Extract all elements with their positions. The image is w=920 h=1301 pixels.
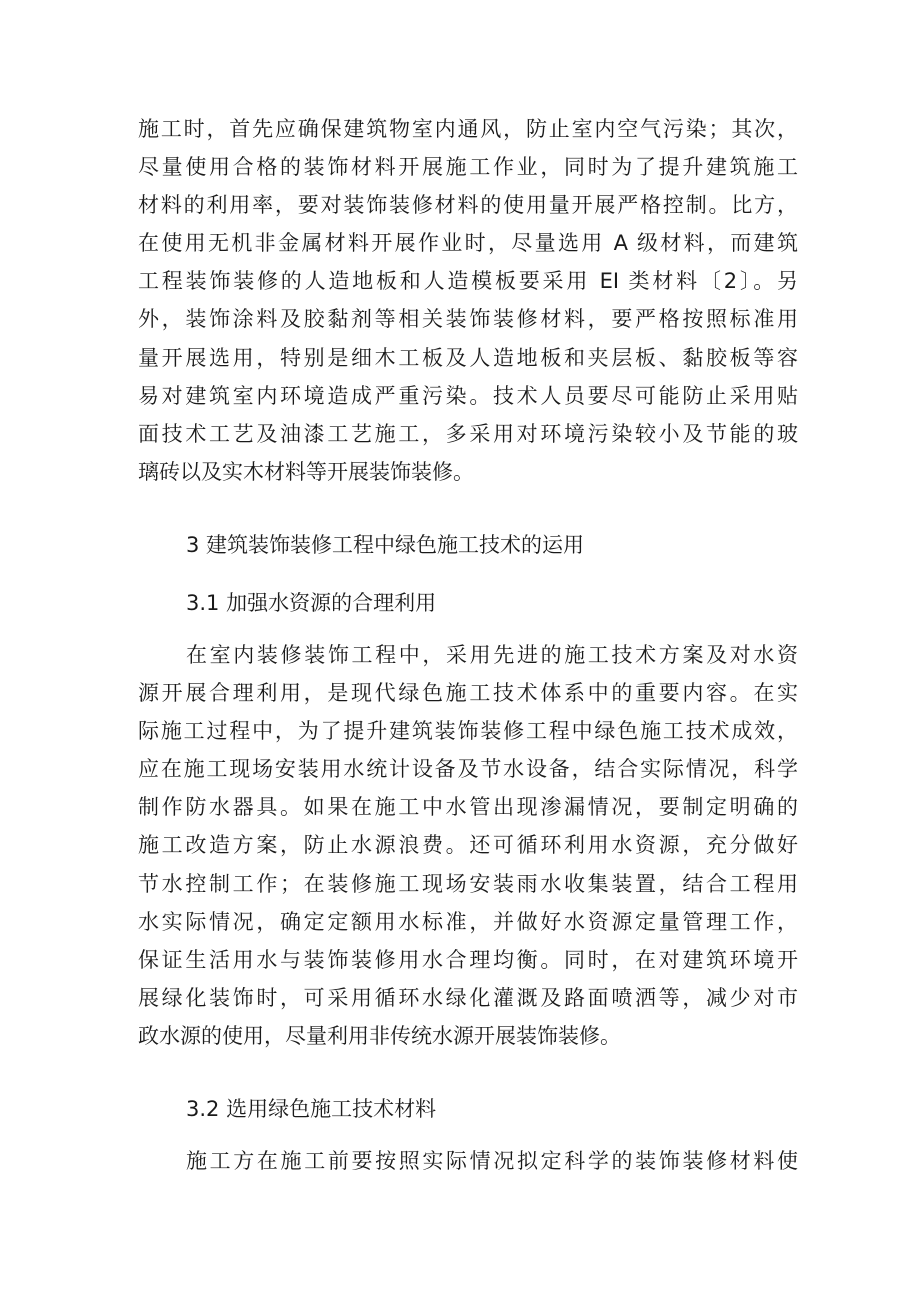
paragraph-line: 易对建筑室内环境造成严重污染。技术人员要尽可能防止采用贴 bbox=[138, 383, 798, 408]
paragraph-line: 应在施工现场安装用水统计设备及节水设备，结合实际情况，科学 bbox=[138, 757, 798, 782]
paragraph-line: 源开展合理利用，是现代绿色施工技术体系中的重要内容。在实 bbox=[138, 681, 798, 706]
paragraph-line: 节水控制工作；在装修施工现场安装雨水收集装置，结合工程用 bbox=[138, 871, 798, 896]
paragraph-line: 际施工过程中，为了提升建筑装饰装修工程中绿色施工技术成效， bbox=[138, 719, 798, 744]
subsection-heading-3-2: 3.2 选用绿色施工技术材料 bbox=[186, 1097, 437, 1121]
paragraph-line: 外，装饰涂料及胶黏剂等相关装饰装修材料，要严格按照标准用 bbox=[138, 307, 798, 332]
paragraph-line: 政水源的使用，尽量利用非传统水源开展装饰装修。 bbox=[138, 1023, 621, 1048]
paragraph-line: 量开展选用，特别是细木工板及人造地板和夹层板、黏胶板等容 bbox=[138, 345, 798, 370]
paragraph-line: 尽量使用合格的装饰材料开展施工作业，同时为了提升建筑施工 bbox=[138, 155, 798, 180]
paragraph-indoor-materials bbox=[138, 110, 798, 491]
paragraph-line: 璃砖以及实木材料等开展装饰装修。 bbox=[138, 459, 474, 484]
paragraph-line: 施工方在施工前要按照实际情况拟定科学的装饰装修材料使 bbox=[186, 1149, 798, 1173]
paragraph-line: 在室内装修装饰工程中，采用先进的施工技术方案及对水资 bbox=[186, 643, 798, 667]
paragraph-line: 在使用无机非金属材料开展作业时，尽量选用 A 级材料，而建筑 bbox=[138, 231, 798, 256]
paragraph-line: 施工改造方案，防止水源浪费。还可循环利用水资源，充分做好 bbox=[138, 833, 798, 858]
paragraph-line: 水实际情况，确定定额用水标准，并做好水资源定量管理工作， bbox=[138, 909, 798, 934]
paragraph-line: 展绿化装饰时，可采用循环水绿化灌溉及路面喷洒等，减少对市 bbox=[138, 985, 798, 1010]
paragraph-line: 保证生活用水与装饰装修用水合理均衡。同时，在对建筑环境开 bbox=[138, 947, 798, 972]
paragraph-line: 施工时，首先应确保建筑物室内通风，防止室内空气污染；其次， bbox=[138, 117, 798, 141]
paragraph-water-resources bbox=[138, 636, 798, 1055]
section-heading-3: 3 建筑装饰装修工程中绿色施工技术的运用 bbox=[186, 533, 585, 557]
paragraph-green-materials bbox=[138, 1142, 798, 1180]
paragraph-line: 工程装饰装修的人造地板和人造模板要采用 EI 类材料〔2〕。另 bbox=[138, 269, 798, 294]
paragraph-line: 面技术工艺及油漆工艺施工，多采用对环境污染较小及节能的玻 bbox=[138, 421, 798, 446]
paragraph-line: 材料的利用率，要对装饰装修材料的使用量开展严格控制。比方， bbox=[138, 193, 798, 218]
subsection-heading-3-1: 3.1 加强水资源的合理利用 bbox=[186, 591, 437, 615]
paragraph-line: 制作防水器具。如果在施工中水管出现渗漏情况，要制定明确的 bbox=[138, 795, 798, 820]
